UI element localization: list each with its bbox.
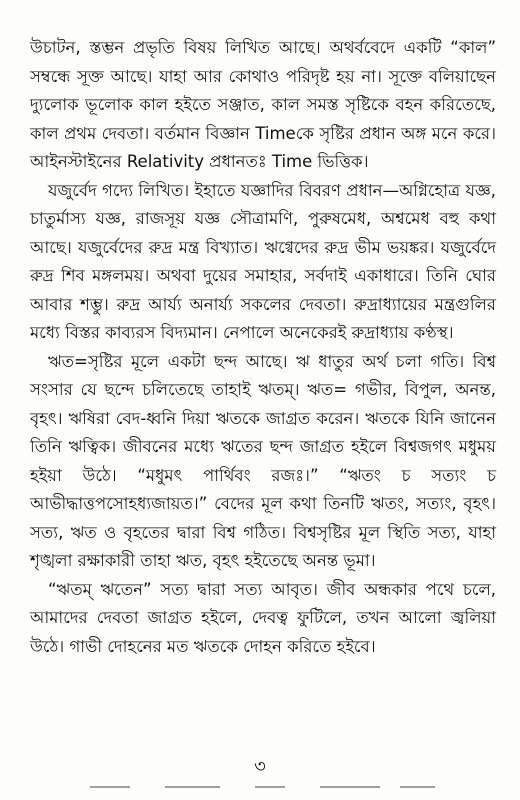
bleed-mark: [255, 786, 285, 788]
paragraph-4: “ঋতম্ ঋতেন” সত্য দ্বারা সত্য আবৃত। জীব অন্ধকার পথে চলে, আমাদের দেবতা জাগ্রত হইলে, দেবত্ব ফুটিলে, তখন আলো জ্বলিয়া উঠে। গাভী দোহনের মত ঋতকে দোহন করিতে হইবে।: [30, 579, 496, 656]
paragraph-1: উচাটন, স্তম্ভন প্রভৃতি বিষয় লিখিত আছে। অথর্ববেদে একটি “কাল” সম্বন্ধে সূক্ত আছে। যাহা আর কোথাও পরিদৃষ্ট হয় না। সূক্তে বলিয়াছেন দ্যুলোক ভূলোক কাল হইতে সঞ্জাত, কাল সমস্ত সৃষ্টিকে বহন করিতেছে, কাল প্রথম দেবতা। বর্তমান বিজ্ঞান Timeকে সৃষ্টির প্রধান অঙ্গ মনে করে। আইনস্টাইনের Relativity প্রধানতঃ Time ভিত্তিক।: [30, 38, 496, 171]
bleed-mark: [400, 786, 435, 788]
bleed-through-marks: [70, 785, 450, 791]
paragraph-3: ঋত=সৃষ্টির মূলে একটা ছন্দ আছে। ঋ ধাতুর অর্থ চলা গতি। বিশ্ব সংসার যে ছন্দে চলিতেছে তাহাই ঋতম্। ঋত= গভীর, বিপুল, অনন্ত, বৃহৎ। ঋষিরা বেদ-ধ্বনি দিয়া ঋতকে জাগ্রত করেন। ঋতকে যিনি জানেন তিনি ঋত্বিক। জীবনের মধ্যে ঋতের ছন্দ জাগ্রত হইলে বিশ্বজগৎ মধুময় হইয়া উঠে। “মধুমৎ পার্থিবং রজঃ।” “ঋতং চ সত্যং চ আভীদ্ধাত্তপসোহধ্যজায়ত।” বেদের মূল কথা তিনটি ঋতং, সত্যং, বৃহৎ। সত্য, ঋত ও বৃহতের দ্বারা বিশ্ব গঠিত। বিশ্বসৃষ্টির মূল স্থিতি সত্য, যাহা শৃঙ্খলা রক্ষাকারী তাহা ঋত, বৃহৎ হইতেছে অনন্ত ভূমা।: [30, 351, 496, 570]
bleed-mark: [320, 786, 380, 788]
page-number: ৩: [254, 756, 266, 777]
paragraph-2: যজুর্বেদ গদ্যে লিখিত। ইহাতে যজ্ঞাদির বিবরণ প্রধান—অগ্নিহোত্র যজ্ঞ, চাতুর্মাস্য যজ্ঞ, রাজসূয় যজ্ঞ সৌত্রামণি, পুরুষমেধ, অশ্বমেধ বহু কথা আছে। যজুর্বেদের রুদ্র মন্ত্র বিখ্যাত। ঋগ্বেদের রুদ্র ভীম ভয়ঙ্কর। যজুর্বেদে রুদ্র শিব মঙ্গলময়। অথবা দুয়ের সমাহার, সর্বদাই একাধারে। তিনি ঘোর আবার শম্ভু। রুদ্র আর্য্য অনার্য্য সকলের দেবতা। রুদ্রাধ্যায়ের মন্ত্রগুলির মধ্যে বিস্তর কাব্যরস বিদ্যমান। নেপালে অনেকেরই রুদ্রাধ্যায় কণ্ঠস্থ।: [30, 180, 496, 342]
bleed-mark: [90, 786, 130, 788]
body-text: [30, 34, 496, 661]
bleed-mark: [165, 786, 220, 788]
